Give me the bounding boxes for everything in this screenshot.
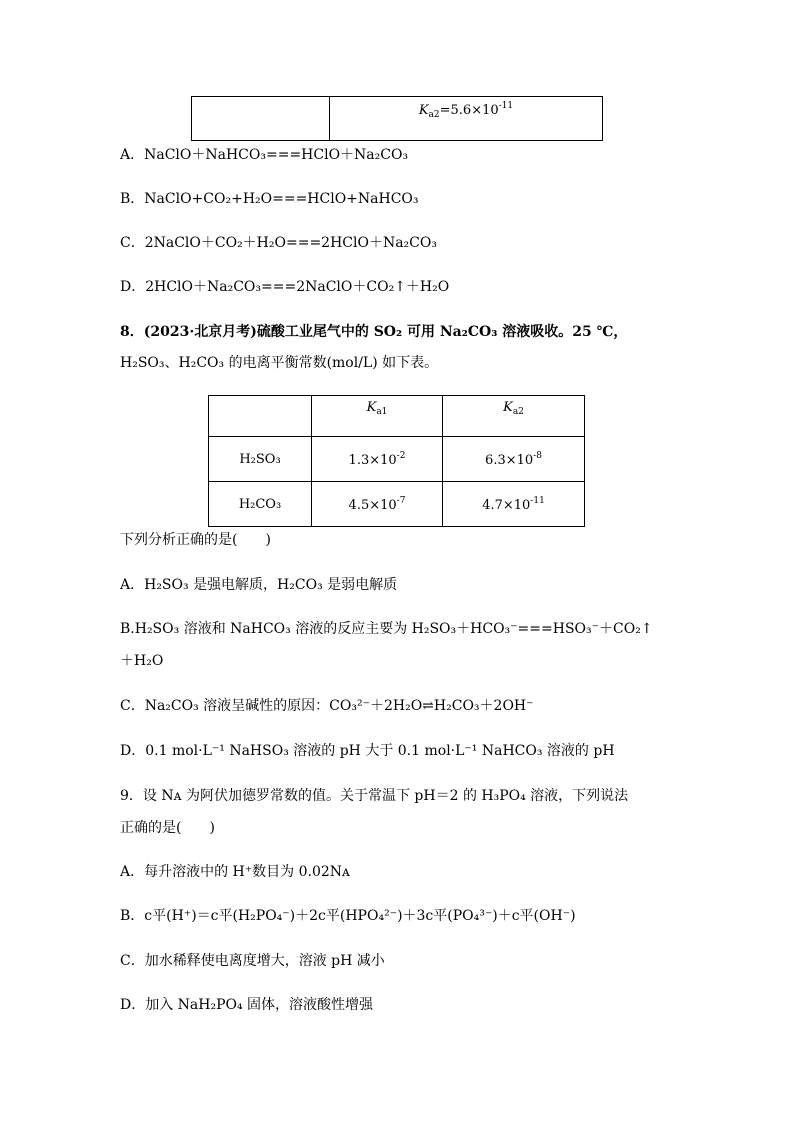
q8-option-b-line2: ＋H₂O [120, 653, 164, 669]
q8-option-d: D．0.1 mol·L⁻¹ NaHSO₃ 溶液的 pH 大于 0.1 mol·L⁻¹ NaHCO₃ 溶液的 pH [120, 743, 615, 759]
table-header-ka2: $K_{a2}$ [443, 396, 585, 437]
q8-stem-line2: H₂SO₃、H₂CO₃ 的电离平衡常数(mol/L) 如下表。 [120, 355, 439, 371]
q9-option-b: B．c平(H⁺)＝c平(H₂PO₄⁻)＋2c平(HPO₄²⁻)＋3c平(PO₄³⁻)＋c平(OH⁻) [120, 908, 576, 924]
table-header-empty [209, 396, 312, 437]
q8-question: 下列分析正确的是( ) [120, 532, 271, 548]
q9-stem-line1: 9．设 Nᴀ 为阿伏加德罗常数的值。关于常温下 pH＝2 的 H₃PO₄ 溶液，下列说法 [120, 788, 629, 804]
table-header-ka1: $K_{a1}$ [312, 396, 443, 437]
ka-subscript: a2 [428, 110, 440, 120]
q9-option-a: A．每升溶液中的 H⁺数目为 0.02Nᴀ [120, 864, 350, 880]
q8-stem-line1: 8．(2023·北京月考)硫酸工业尾气中的 SO₂ 可用 Na₂CO₃ 溶液吸收。25 ℃， [120, 324, 628, 340]
q8-option-a: A．H₂SO₃ 是强电解质，H₂CO₃ 是弱电解质 [120, 577, 398, 593]
q8-option-c: C．Na₂CO₃ 溶液呈碱性的原因：CO₃²⁻＋2H₂O⇌H₂CO₃＋2OH⁻ [120, 698, 534, 714]
q9-option-d: D．加入 NaH₂PO₄ 固体，溶液酸性增强 [120, 997, 374, 1013]
table-cell-ka2: $6.3\times 10^{-8}$ [443, 437, 585, 482]
table-cell-ka1: $1.3\times 10^{-2}$ [312, 437, 443, 482]
q7-option-b: B．NaClO+CO₂+H₂O===HClO+NaHCO₃ [120, 191, 419, 207]
table-cell-ka2 [330, 97, 603, 141]
table-cell-ka2: $4.7\times 10^{-11}$ [443, 482, 585, 527]
q9-option-c: C．加水稀释使电离度增大，溶液 pH 减小 [120, 953, 385, 969]
q8-option-b-line1: B.H₂SO₃ 溶液和 NaHCO₃ 溶液的反应主要为 H₂SO₃＋HCO₃⁻===HSO₃⁻＋CO₂↑ [120, 621, 653, 637]
q7-option-a: A．NaClO＋NaHCO₃===HClO＋Na₂CO₃ [120, 147, 409, 163]
table-row-name: H₂SO₃ [209, 437, 312, 482]
q7-option-d: D．2HClO＋Na₂CO₃===2NaClO＋CO₂↑＋H₂O [120, 279, 450, 295]
ionization-constant-table [208, 395, 585, 527]
table-cell-ka1: $4.5\times 10^{-7}$ [312, 482, 443, 527]
ka-exponent: -11 [498, 101, 514, 111]
q7-option-c: C．2NaClO＋CO₂＋H₂O===2HClO＋Na₂CO₃ [120, 235, 437, 251]
ka-table-fragment [191, 96, 603, 141]
q9-stem-line2: 正确的是( ) [120, 820, 215, 836]
ka-symbol: K [418, 103, 429, 118]
ka-value: =5.6×10 [439, 103, 499, 118]
table-row-name: H₂CO₃ [209, 482, 312, 527]
table-cell-empty [192, 97, 330, 141]
